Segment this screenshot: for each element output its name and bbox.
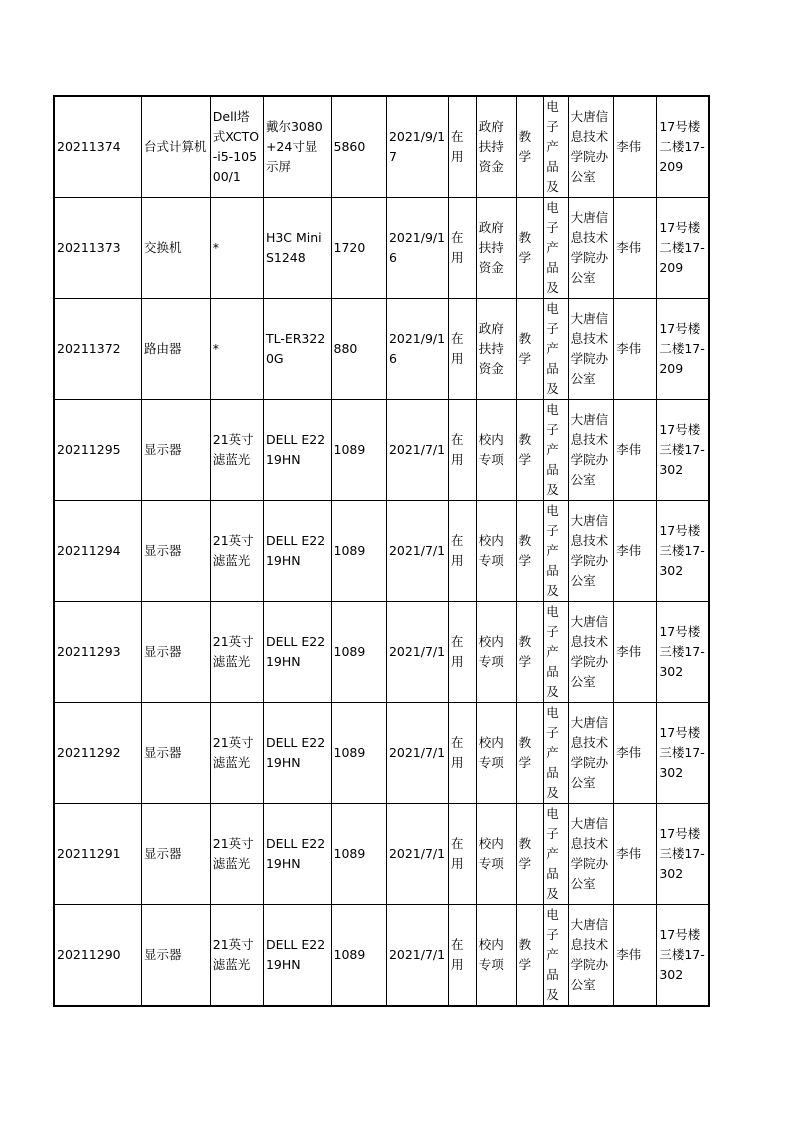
asset-price-cell: 1089 <box>331 400 386 501</box>
table-row <box>54 299 709 400</box>
asset-id-cell: 20211293 <box>54 602 142 703</box>
asset-dept-cell: 大唐信息技术学院办公室 <box>568 905 613 1007</box>
asset-id-cell: 20211295 <box>54 400 142 501</box>
asset-category-cell: 电子产品及 <box>544 602 568 703</box>
asset-model-cell: Dell塔式XCTO-i5-10500/1 <box>210 96 263 198</box>
asset-dept-cell: 大唐信息技术学院办公室 <box>568 602 613 703</box>
asset-price-cell: 1089 <box>331 602 386 703</box>
asset-location-cell: 17号楼三楼17-302 <box>657 804 709 905</box>
table-row <box>54 400 709 501</box>
asset-keeper-cell: 李伟 <box>614 96 657 198</box>
asset-use-cell: 教学 <box>516 400 544 501</box>
asset-name-cell: 显示器 <box>142 804 211 905</box>
asset-date-cell: 2021/9/16 <box>386 198 448 299</box>
asset-date-cell: 2021/9/17 <box>386 96 448 198</box>
asset-category-cell: 电子产品及 <box>544 299 568 400</box>
asset-keeper-cell: 李伟 <box>614 198 657 299</box>
asset-spec-cell: DELL E2219HN <box>263 602 331 703</box>
asset-model-cell: * <box>210 198 263 299</box>
asset-location-cell: 17号楼三楼17-302 <box>657 501 709 602</box>
asset-use-cell: 教学 <box>516 703 544 804</box>
asset-dept-cell: 大唐信息技术学院办公室 <box>568 501 613 602</box>
asset-date-cell: 2021/7/1 <box>386 400 448 501</box>
table-row <box>54 905 709 1007</box>
asset-location-cell: 17号楼三楼17-302 <box>657 602 709 703</box>
asset-category-cell: 电子产品及 <box>544 703 568 804</box>
asset-status-cell: 在用 <box>449 96 477 198</box>
asset-status-cell: 在用 <box>449 400 477 501</box>
asset-category-cell: 电子产品及 <box>544 905 568 1007</box>
asset-status-cell: 在用 <box>449 703 477 804</box>
asset-fund-cell: 政府扶持资金 <box>476 198 516 299</box>
asset-model-cell: 21英寸滤蓝光 <box>210 400 263 501</box>
asset-spec-cell: TL-ER3220G <box>263 299 331 400</box>
asset-price-cell: 5860 <box>331 96 386 198</box>
asset-use-cell: 教学 <box>516 602 544 703</box>
asset-keeper-cell: 李伟 <box>614 400 657 501</box>
asset-id-cell: 20211373 <box>54 198 142 299</box>
asset-spec-cell: DELL E2219HN <box>263 905 331 1007</box>
asset-location-cell: 17号楼三楼17-302 <box>657 905 709 1007</box>
asset-status-cell: 在用 <box>449 905 477 1007</box>
asset-name-cell: 显示器 <box>142 602 211 703</box>
asset-fund-cell: 校内专项 <box>476 703 516 804</box>
asset-model-cell: 21英寸滤蓝光 <box>210 804 263 905</box>
table-row <box>54 96 709 198</box>
asset-price-cell: 1089 <box>331 501 386 602</box>
asset-spec-cell: 戴尔3080+24寸显示屏 <box>263 96 331 198</box>
asset-category-cell: 电子产品及 <box>544 96 568 198</box>
asset-dept-cell: 大唐信息技术学院办公室 <box>568 96 613 198</box>
asset-date-cell: 2021/7/1 <box>386 804 448 905</box>
asset-spec-cell: H3C Mini S1248 <box>263 198 331 299</box>
asset-keeper-cell: 李伟 <box>614 299 657 400</box>
asset-name-cell: 路由器 <box>142 299 211 400</box>
asset-date-cell: 2021/7/1 <box>386 501 448 602</box>
asset-dept-cell: 大唐信息技术学院办公室 <box>568 198 613 299</box>
asset-model-cell: 21英寸滤蓝光 <box>210 703 263 804</box>
asset-id-cell: 20211292 <box>54 703 142 804</box>
asset-name-cell: 显示器 <box>142 703 211 804</box>
asset-category-cell: 电子产品及 <box>544 198 568 299</box>
asset-date-cell: 2021/7/1 <box>386 602 448 703</box>
asset-dept-cell: 大唐信息技术学院办公室 <box>568 299 613 400</box>
asset-status-cell: 在用 <box>449 602 477 703</box>
asset-status-cell: 在用 <box>449 501 477 602</box>
asset-price-cell: 880 <box>331 299 386 400</box>
table-row <box>54 703 709 804</box>
asset-name-cell: 显示器 <box>142 905 211 1007</box>
asset-status-cell: 在用 <box>449 198 477 299</box>
asset-keeper-cell: 李伟 <box>614 501 657 602</box>
asset-price-cell: 1089 <box>331 905 386 1007</box>
asset-fund-cell: 校内专项 <box>476 602 516 703</box>
asset-use-cell: 教学 <box>516 905 544 1007</box>
asset-dept-cell: 大唐信息技术学院办公室 <box>568 703 613 804</box>
asset-name-cell: 台式计算机 <box>142 96 211 198</box>
asset-location-cell: 17号楼二楼17-209 <box>657 299 709 400</box>
asset-id-cell: 20211374 <box>54 96 142 198</box>
asset-date-cell: 2021/7/1 <box>386 703 448 804</box>
asset-category-cell: 电子产品及 <box>544 804 568 905</box>
asset-model-cell: 21英寸滤蓝光 <box>210 501 263 602</box>
asset-keeper-cell: 李伟 <box>614 804 657 905</box>
asset-status-cell: 在用 <box>449 804 477 905</box>
asset-use-cell: 教学 <box>516 198 544 299</box>
asset-spec-cell: DELL E2219HN <box>263 400 331 501</box>
asset-id-cell: 20211294 <box>54 501 142 602</box>
asset-dept-cell: 大唐信息技术学院办公室 <box>568 804 613 905</box>
asset-name-cell: 显示器 <box>142 400 211 501</box>
asset-model-cell: 21英寸滤蓝光 <box>210 905 263 1007</box>
table-row <box>54 501 709 602</box>
asset-use-cell: 教学 <box>516 804 544 905</box>
asset-id-cell: 20211372 <box>54 299 142 400</box>
asset-category-cell: 电子产品及 <box>544 400 568 501</box>
asset-name-cell: 显示器 <box>142 501 211 602</box>
asset-spec-cell: DELL E2219HN <box>263 804 331 905</box>
asset-fund-cell: 政府扶持资金 <box>476 96 516 198</box>
asset-date-cell: 2021/9/16 <box>386 299 448 400</box>
asset-fund-cell: 校内专项 <box>476 905 516 1007</box>
asset-spec-cell: DELL E2219HN <box>263 703 331 804</box>
table-row <box>54 198 709 299</box>
asset-keeper-cell: 李伟 <box>614 905 657 1007</box>
asset-table <box>53 95 710 1007</box>
asset-name-cell: 交换机 <box>142 198 211 299</box>
asset-model-cell: 21英寸滤蓝光 <box>210 602 263 703</box>
asset-date-cell: 2021/7/1 <box>386 905 448 1007</box>
asset-price-cell: 1089 <box>331 703 386 804</box>
asset-dept-cell: 大唐信息技术学院办公室 <box>568 400 613 501</box>
asset-location-cell: 17号楼三楼17-302 <box>657 703 709 804</box>
asset-status-cell: 在用 <box>449 299 477 400</box>
table-row <box>54 602 709 703</box>
asset-keeper-cell: 李伟 <box>614 602 657 703</box>
asset-location-cell: 17号楼二楼17-209 <box>657 96 709 198</box>
asset-price-cell: 1089 <box>331 804 386 905</box>
asset-fund-cell: 校内专项 <box>476 400 516 501</box>
asset-category-cell: 电子产品及 <box>544 501 568 602</box>
asset-fund-cell: 校内专项 <box>476 501 516 602</box>
asset-model-cell: * <box>210 299 263 400</box>
asset-use-cell: 教学 <box>516 501 544 602</box>
asset-use-cell: 教学 <box>516 299 544 400</box>
asset-spec-cell: DELL E2219HN <box>263 501 331 602</box>
table-row <box>54 804 709 905</box>
asset-id-cell: 20211291 <box>54 804 142 905</box>
asset-id-cell: 20211290 <box>54 905 142 1007</box>
asset-keeper-cell: 李伟 <box>614 703 657 804</box>
asset-fund-cell: 校内专项 <box>476 804 516 905</box>
asset-location-cell: 17号楼三楼17-302 <box>657 400 709 501</box>
asset-use-cell: 教学 <box>516 96 544 198</box>
asset-fund-cell: 政府扶持资金 <box>476 299 516 400</box>
asset-location-cell: 17号楼二楼17-209 <box>657 198 709 299</box>
asset-price-cell: 1720 <box>331 198 386 299</box>
